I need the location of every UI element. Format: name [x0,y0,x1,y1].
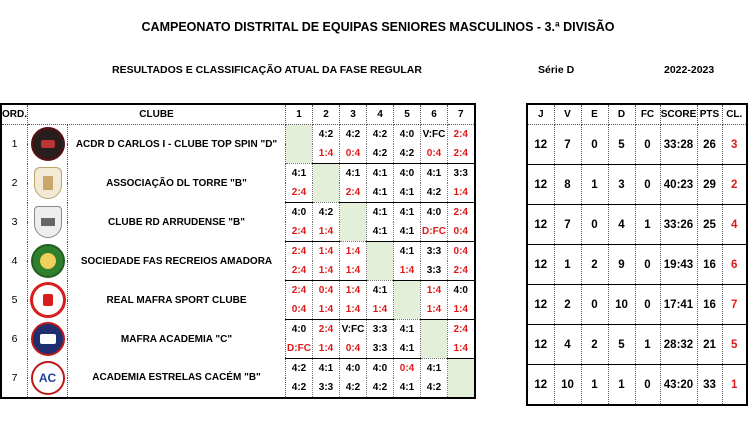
score-cell: 2:4 [313,320,340,340]
table-row [1,359,475,379]
standings-row [527,245,747,285]
club-logo-cell [28,320,68,359]
forfeits-cell: 0 [635,285,660,325]
emblem-detail-icon [40,253,56,269]
score-cell: 3:3 [421,261,448,281]
score-cell: 4:2 [421,378,448,398]
score-cell: 4:0 [394,125,421,145]
wins-cell: 7 [554,205,581,245]
draws-cell: 0 [581,285,608,325]
score-cell: 2:4 [448,144,475,164]
score-cell: 0:4 [448,242,475,262]
rank-cell: 6 [722,245,747,285]
club-name: ACDR D CARLOS I - CLUBE TOP SPIN "D" [68,125,286,164]
mafra-academia-crest-icon [31,322,65,356]
score-cell: 2:4 [286,242,313,262]
score-cell: 4:2 [286,359,313,379]
score-cell: 3:3 [367,339,394,359]
score-cell: 0:4 [394,359,421,379]
wins-cell: 4 [554,325,581,365]
score-cell: 0:4 [286,300,313,320]
score-cell: 4:2 [286,378,313,398]
losses-cell: 5 [608,125,635,165]
col-header-3: 3 [340,104,367,125]
standings-row [527,285,747,325]
col-header-d: D [608,104,635,125]
points-cell: 26 [697,125,722,165]
score-cell: 4:0 [286,320,313,340]
score-cell: 1:4 [340,300,367,320]
rank-cell: 5 [722,325,747,365]
losses-cell: 9 [608,245,635,285]
wins-cell: 2 [554,285,581,325]
club-logo-cell [28,359,68,399]
score-cell: 4:2 [340,378,367,398]
draws-cell: 1 [581,365,608,406]
col-header-v: V [554,104,581,125]
rank-cell: 4 [722,205,747,245]
wins-cell: 10 [554,365,581,406]
self-match-cell [421,320,448,359]
standings-header-row [527,104,747,125]
games-played-cell: 12 [527,125,554,165]
score-cell: 4:1 [394,242,421,262]
score-cell: 4:1 [394,320,421,340]
club-name: SOCIEDADE FAS RECREIOS AMADORA [68,242,286,281]
score-cell: 4:1 [421,359,448,379]
col-header-score: SCORE [660,104,697,125]
score-cell: 3:3 [448,164,475,184]
score-cell: 3:3 [313,378,340,398]
score-cell: 1:4 [340,242,367,262]
score-cell: 4:0 [286,203,313,223]
score-cell: 2:4 [286,281,313,301]
score-cell: 28:32 [660,325,697,365]
score-cell: 4:0 [448,281,475,301]
losses-cell: 3 [608,165,635,205]
losses-cell: 1 [608,365,635,406]
club-logo-cell [28,125,68,164]
losses-cell: 5 [608,325,635,365]
score-cell: 19:43 [660,245,697,285]
table-row [1,320,475,340]
score-cell: 4:0 [340,359,367,379]
score-cell: 1:4 [448,300,475,320]
wins-cell: 1 [554,245,581,285]
score-cell: 1:4 [394,261,421,281]
season-label: 2022-2023 [664,64,715,76]
games-played-cell: 12 [527,325,554,365]
standings-row [527,325,747,365]
games-played-cell: 12 [527,165,554,205]
score-cell: 1:4 [367,300,394,320]
amadora-crest-icon [31,244,65,278]
standings-row [527,125,747,165]
torre-crest-icon [34,167,62,199]
score-cell: 43:20 [660,365,697,406]
col-header-6: 6 [421,104,448,125]
self-match-cell [367,242,394,281]
club-name: CLUBE RD ARRUDENSE "B" [68,203,286,242]
table-row [1,125,475,145]
col-header-club: CLUBE [28,104,286,125]
club-name: ASSOCIAÇÃO DL TORRE "B" [68,164,286,203]
draws-cell: 0 [581,125,608,165]
draws-cell: 2 [581,325,608,365]
score-cell: 1:4 [313,300,340,320]
ord-number: 1 [1,125,28,164]
score-cell: 4:2 [313,203,340,223]
score-cell: V:FC [340,320,367,340]
score-cell: 2:4 [340,183,367,203]
col-header-ord: ORD. [1,104,28,125]
score-cell: 4:0 [394,164,421,184]
self-match-cell [286,125,313,164]
col-header-e: E [581,104,608,125]
table-row [1,281,475,301]
score-cell: 0:4 [421,144,448,164]
score-cell: 3:3 [367,320,394,340]
rank-cell: 2 [722,165,747,205]
draws-cell: 1 [581,165,608,205]
col-header-7: 7 [448,104,475,125]
score-cell: 4:1 [313,359,340,379]
score-cell: 1:4 [313,339,340,359]
score-cell: 4:1 [340,164,367,184]
points-cell: 33 [697,365,722,406]
score-cell: 33:26 [660,205,697,245]
forfeits-cell: 0 [635,125,660,165]
table-row [1,242,475,262]
score-cell: 1:4 [448,339,475,359]
score-cell: 4:1 [421,164,448,184]
club-name: REAL MAFRA SPORT CLUBE [68,281,286,320]
ord-number: 5 [1,281,28,320]
wins-cell: 7 [554,125,581,165]
page-title: CAMPEONATO DISTRITAL DE EQUIPAS SENIORES MASCULINOS - 3.ª DIVISÃO [141,20,615,34]
score-cell: 4:1 [367,164,394,184]
score-cell: 2:4 [448,320,475,340]
estrelas-cacem-crest-icon [31,361,65,395]
emblem-detail-icon [41,140,55,148]
forfeits-cell: 1 [635,205,660,245]
score-cell: 1:4 [448,183,475,203]
carlos-crest-icon [31,127,65,161]
score-cell: 4:1 [367,203,394,223]
club-logo-cell [28,242,68,281]
club-logo-cell [28,164,68,203]
score-cell: 33:28 [660,125,697,165]
forfeits-cell: 1 [635,325,660,365]
score-cell: 40:23 [660,165,697,205]
standings-row [527,205,747,245]
club-logo-cell [28,281,68,320]
score-cell: D:FC [421,222,448,242]
emblem-detail-icon [41,218,55,226]
score-cell: 2:4 [448,125,475,145]
ord-number: 3 [1,203,28,242]
club-name: MAFRA ACADEMIA "C" [68,320,286,359]
losses-cell: 10 [608,285,635,325]
draws-cell: 0 [581,205,608,245]
score-cell: 4:2 [421,183,448,203]
emblem-detail-icon [43,294,53,306]
score-cell: 4:1 [367,281,394,301]
wins-cell: 8 [554,165,581,205]
self-match-cell [340,203,367,242]
score-cell: 2:4 [286,222,313,242]
score-cell: 4:1 [394,378,421,398]
self-match-cell [448,359,475,399]
score-cell: V:FC [421,125,448,145]
score-cell: 2:4 [286,183,313,203]
forfeits-cell: 0 [635,165,660,205]
score-cell: 1:4 [313,242,340,262]
col-header-1: 1 [286,104,313,125]
col-header-5: 5 [394,104,421,125]
ord-number: 4 [1,242,28,281]
standings-row [527,165,747,205]
club-logo-cell [28,203,68,242]
rank-cell: 7 [722,285,747,325]
table-row [1,203,475,223]
points-cell: 21 [697,325,722,365]
ord-number: 6 [1,320,28,359]
losses-cell: 4 [608,205,635,245]
score-cell: 4:2 [340,125,367,145]
score-cell: 1:4 [313,222,340,242]
score-cell: 0:4 [313,281,340,301]
score-cell: 2:4 [448,261,475,281]
points-cell: 25 [697,205,722,245]
arrudense-crest-icon [34,206,62,238]
score-cell: 2:4 [448,203,475,223]
score-cell: 17:41 [660,285,697,325]
score-cell: 4:1 [394,203,421,223]
self-match-cell [313,164,340,203]
club-name: ACADEMIA ESTRELAS CACÉM "B" [68,359,286,399]
rank-cell: 1 [722,365,747,406]
draws-cell: 2 [581,245,608,285]
col-header-j: J [527,104,554,125]
score-cell: 4:2 [367,125,394,145]
standings-row [527,365,747,406]
score-cell: 4:2 [367,144,394,164]
ord-number: 7 [1,359,28,399]
standings-table [526,103,748,406]
col-header-2: 2 [313,104,340,125]
score-cell: 4:1 [367,222,394,242]
score-cell: 4:1 [394,183,421,203]
score-cell: 4:2 [394,144,421,164]
score-cell: 1:4 [340,261,367,281]
emblem-detail-icon [43,176,53,190]
points-cell: 16 [697,285,722,325]
score-cell: 1:4 [340,281,367,301]
score-cell: 0:4 [340,144,367,164]
score-cell: 0:4 [340,339,367,359]
score-cell: 1:4 [313,261,340,281]
score-cell: 2:4 [286,261,313,281]
score-cell: 4:1 [367,183,394,203]
table-row [1,164,475,184]
games-played-cell: 12 [527,365,554,406]
score-cell: 4:2 [367,378,394,398]
points-cell: 29 [697,165,722,205]
col-header-cl: CL. [722,104,747,125]
emblem-detail-icon [40,334,56,344]
games-played-cell: 12 [527,285,554,325]
score-cell: 4:1 [394,339,421,359]
score-cell: 4:1 [394,222,421,242]
forfeits-cell: 0 [635,245,660,285]
games-played-cell: 12 [527,245,554,285]
games-played-cell: 12 [527,205,554,245]
score-cell: 4:1 [286,164,313,184]
score-cell: 0:4 [448,222,475,242]
ord-number: 2 [1,164,28,203]
real-mafra-crest-icon [30,282,66,318]
score-cell: D:FC [286,339,313,359]
forfeits-cell: 0 [635,365,660,406]
results-header-row [1,104,475,125]
self-match-cell [394,281,421,320]
col-header-fc: FC [635,104,660,125]
score-cell: 4:0 [367,359,394,379]
points-cell: 16 [697,245,722,285]
score-cell: 1:4 [421,281,448,301]
col-header-4: 4 [367,104,394,125]
col-header-pts: PTS [697,104,722,125]
series-label: Série D [538,64,575,76]
score-cell: 4:0 [421,203,448,223]
score-cell: 1:4 [313,144,340,164]
score-cell: 4:2 [313,125,340,145]
phase-subtitle: RESULTADOS E CLASSIFICAÇÃO ATUAL DA FASE REGULAR [112,64,422,76]
results-table [0,103,476,399]
score-cell: 1:4 [421,300,448,320]
score-cell: 3:3 [421,242,448,262]
rank-cell: 3 [722,125,747,165]
emblem-text: AC [38,370,57,385]
